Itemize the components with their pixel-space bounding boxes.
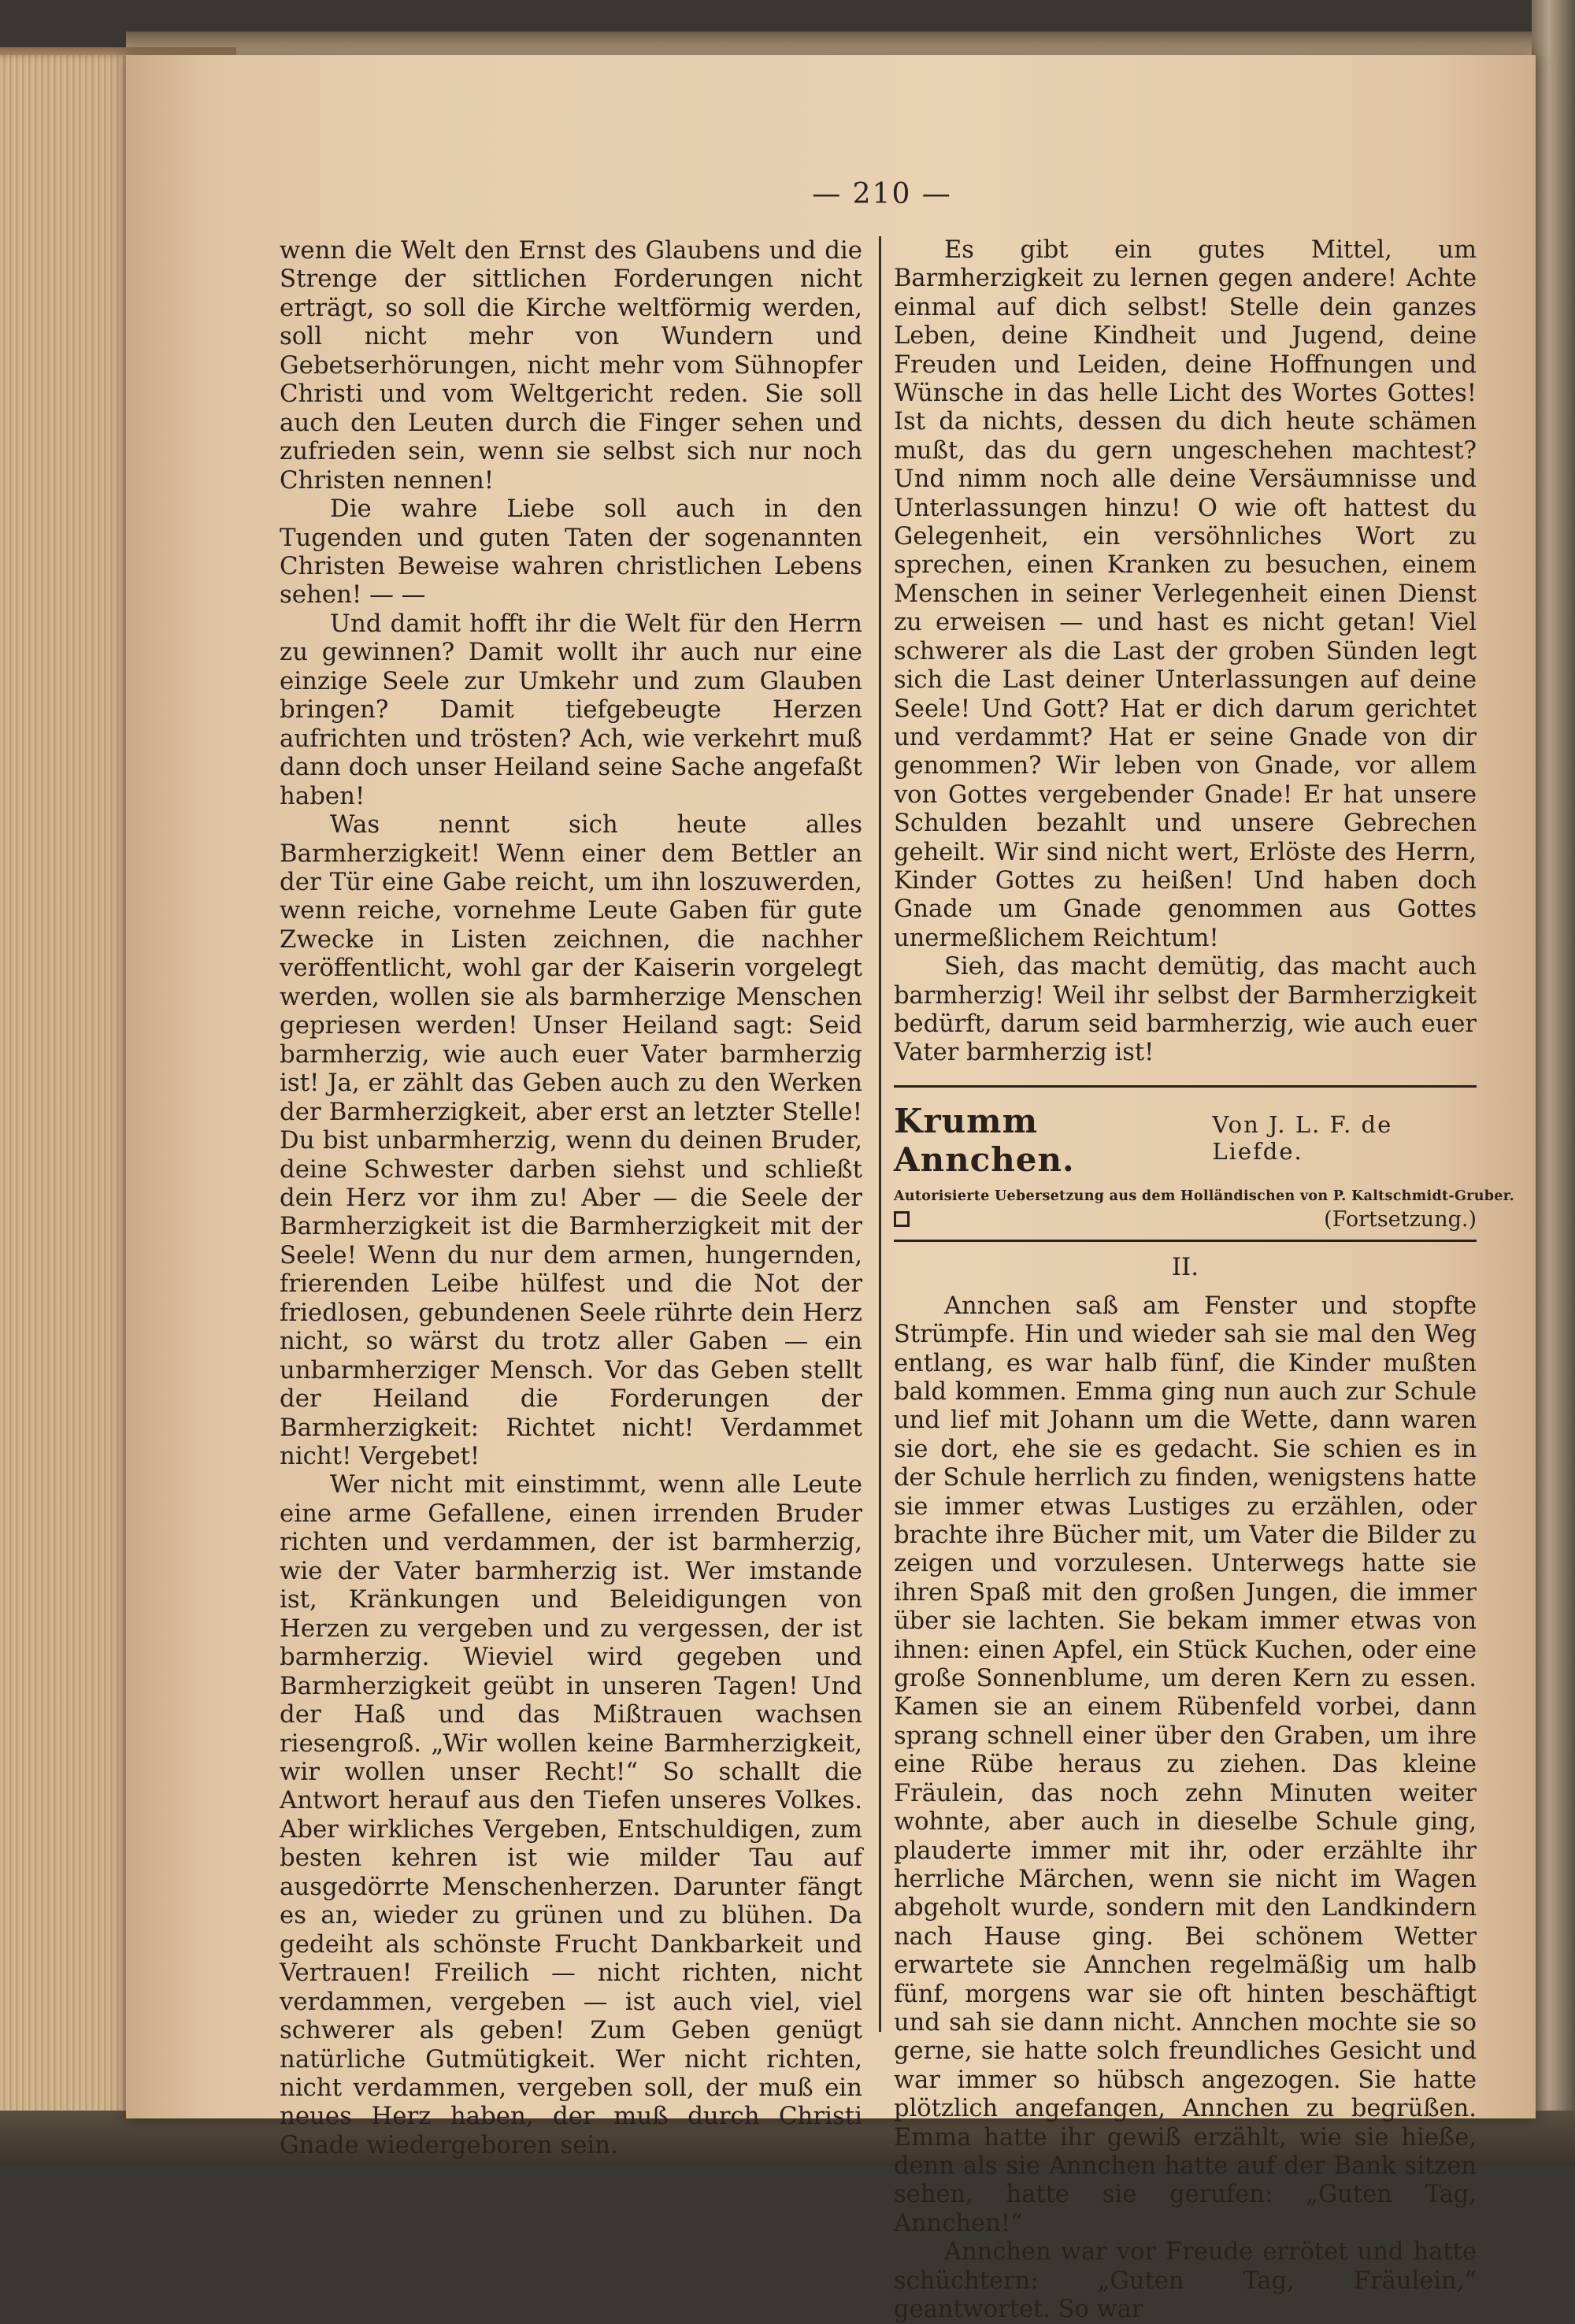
serial-header <box>894 1085 1515 1242</box>
paragraph: Annchen saß am Fenster und stopfte Strümpfe. Hin und wieder sah sie mal den Weg entlang, es war halb fünf, die Kinder mußten bald kommen. Emma ging nun auch zur Schule und lief mit Johann um die Wette, dann waren sie dort, ehe sie es gedacht. Sie schien es in der Schule herrlich zu finden, wenigstens hatte sie immer etwas Lustiges zu erzählen, oder brachte ihre Bücher mit, um Vater die Bilder zu zeigen und vorzulesen. Unterwegs hatte sie ihren Spaß mit den großen Jungen, die immer über sie lachten. Sie bekam immer etwas von ihnen: einen Apfel, ein Stück Kuchen, oder eine große Sonnenblume, um deren Kern zu essen. Kamen sie an einem Rübenfeld vorbei, dann sprang schnell einer über den Graben, um ihre eine Rübe heraus zu ziehen. Das kleine Fräulein, das noch zehn Minuten weiter wohnte, aber auch in dieselbe Schule ging, plauderte immer mit ihr, oder erzählte ihr herrliche Märchen, wenn sie nicht im Wagen abgeholt wurde, sondern mit den Landkindern nach Hause ging. Bei schönem Wetter erwartete sie Annchen regelmäßig um halb fünf, morgens war sie oft hinten beschäftigt und sah sie dann nicht. Annchen mochte sie so gerne, sie hatte solch freundliches Gesicht und war immer so hübsch angezogen. Sie hatte plötzlich angefangen, Annchen zu begrüßen. Emma hatte ihr gewiß erzählt, wie sie hieße, denn als sie Annchen hatte auf der Bank sitzen sehen, hatte sie gerufen: „Guten Tag, Annchen!“ <box>894 1292 1477 2237</box>
book-top-edge <box>126 32 1536 57</box>
square-ornament-icon <box>894 1211 910 1227</box>
translation-note: Autorisierte Uebersetzung aus dem Holländischen von P. Kaltschmidt-Gruber. <box>894 1188 1515 1204</box>
chapter-number: II. <box>1171 1252 1199 1281</box>
page-number: — 210 — <box>812 178 952 210</box>
page-stack-edge <box>0 55 135 2118</box>
left-column <box>280 236 862 2159</box>
serial-title-line <box>894 1102 1477 1179</box>
paragraph: Die wahre Liebe soll auch in den Tugenden und guten Taten der sogenannten Christen Beweise wahren christlichen Lebens sehen! — — <box>280 495 862 610</box>
paragraph: Wer nicht mit einstimmt, wenn alle Leute eine arme Gefallene, einen irrenden Bruder richten und verdammen, der ist barmherzig, wie der Vater barmherzig ist. Wer imstande ist, Kränkungen und Beleidigungen von Herzen zu vergeben und zu vergessen, der ist barmherzig. Wieviel wird gegeben und Barmherzigkeit geübt in unseren Tagen! Und der Haß und das Mißtrauen wachsen riesengroß. „Wir wollen keine Barmherzigkeit, wir wollen unser Recht!“ So schallt die Antwort herauf aus den Tiefen unseres Volkes. Aber wirkliches Vergeben, Entschuldigen, zum besten kehren ist wie milder Tau auf ausgedörrte Menschenherzen. Darunter fängt es an, wieder zu grünen und zu blühen. Da gedeiht als schönste Frucht Dankbarkeit und Vertrauen! Freilich — nicht richten, nicht verdammen, vergeben — ist auch viel, viel schwerer als geben! Zum Geben genügt natürliche Gutmütigkeit. Wer nicht richten, nicht verdammen, vergeben soll, der muß ein neues Herz haben, der muß durch Christi Gnade wiedergeboren sein. <box>280 1470 862 2159</box>
continuation-note: (Fortsetzung.) <box>1324 1206 1477 1232</box>
paragraph: Annchen war vor Freude errötet und hatte schüchtern: „Guten Tag, Fräulein,“ geantwortet. So war <box>894 2238 1477 2323</box>
paragraph: wenn die Welt den Ernst des Glaubens und die Strenge der sittlichen Forderungen nicht erträgt, so soll die Kirche weltförmig werden, soll nicht mehr von Wundern und Gebetserhörungen, nicht mehr vom Sühnopfer Christi und vom Weltgericht reden. Sie soll auch den Leuten durch die Finger sehen und zufrieden sein, wenn sie selbst sich nur noch Christen nennen! <box>280 236 862 495</box>
paragraph: Es gibt ein gutes Mittel, um Barmherzigkeit zu lernen gegen andere! Achte einmal auf dich selbst! Stelle dein ganzes Leben, deine Kindheit und Jugend, deine Freuden und Leiden, deine Hoffnungen und Wünsche in das helle Licht des Wortes Gottes! Ist da nichts, dessen du dich heute schämen mußt, das du gern ungeschehen machtest? Und nimm noch alle deine Versäumnisse und Unterlassungen hinzu! O wie oft hattest du Gelegenheit, ein versöhnliches Wort zu sprechen, einen Kranken zu besuchen, einem Menschen in seiner Verlegenheit einen Dienst zu erweisen — und hast es nicht getan! Viel schwerer als die Last der groben Sünden legt sich die Last deiner Unterlassungen auf deine Seele! Und Gott? Hat er dich darum gerichtet und verdammt? Hat er seine Gnade von dir genommen? Wir leben von Gnade, vor allem von Gottes vergebender Gnade! Er hat unsere Schulden bezahlt und unsere Gebrechen geheilt. Wir sind nicht wert, Erlöste des Herrn, Kinder Gottes zu heißen! Und haben doch Gnade um Gnade genommen aus Gottes unermeßlichem Reichtum! <box>894 236 1477 952</box>
book-binding-edge <box>1532 0 1575 2166</box>
right-column <box>894 236 1515 2324</box>
serial-title: Krumm Annchen. <box>894 1101 1075 1179</box>
serial-meta-line <box>894 1207 1477 1232</box>
paragraph: Und damit hofft ihr die Welt für den Herrn zu gewinnen? Damit wollt ihr auch nur eine einzige Seele zur Umkehr und zum Glauben bringen? Damit tiefgebeugte Herzen aufrichten und trösten? Ach, wie verkehrt muß dann doch unser Heiland seine Sache angefaßt haben! <box>280 609 862 810</box>
paragraph: Sieh, das macht demütig, das macht auch barmherzig! Weil ihr selbst der Barmherzigkeit bedürft, darum seid barmherzig, wie auch euer Vater barmherzig ist! <box>894 953 1477 1067</box>
paragraph: Was nennt sich heute alles Barmherzigkeit! Wenn einer dem Bettler an der Tür eine Gabe reicht, um ihn loszuwerden, wenn reiche, vornehme Leute Gaben für gute Zwecke in Listen zeichnen, die nachher veröffentlicht, wohl gar der Kaiserin vorgelegt werden, wollen sie als barmherzige Menschen gepriesen werden! Unser Heiland sagt: Seid barmherzig, wie auch euer Vater barmherzig ist! Ja, er zählt das Geben auch zu den Werken der Barmherzigkeit, aber erst an letzter Stelle! Du bist unbarmherzig, wenn du deinen Bruder, deine Schwester darben siehst und schließt dein Herz vor ihm zu! Aber — die Seele der Barmherzigkeit ist die Barmherzigkeit mit der Seele! Wenn du nur dem armen, hungernden, frierenden Leibe hülfest und die Not der friedlosen, gebundenen Seele rührte dein Herz nicht, so wärst du trotz aller Gaben — ein unbarmherziger Mensch. Vor das Geben stellt der Heiland die Forderungen der Barmherzigkeit: Richtet nicht! Verdammet nicht! Vergebet! <box>280 810 862 1471</box>
column-divider <box>879 236 881 2032</box>
serial-author: Von J. L. F. de Liefde. <box>1212 1110 1393 1165</box>
